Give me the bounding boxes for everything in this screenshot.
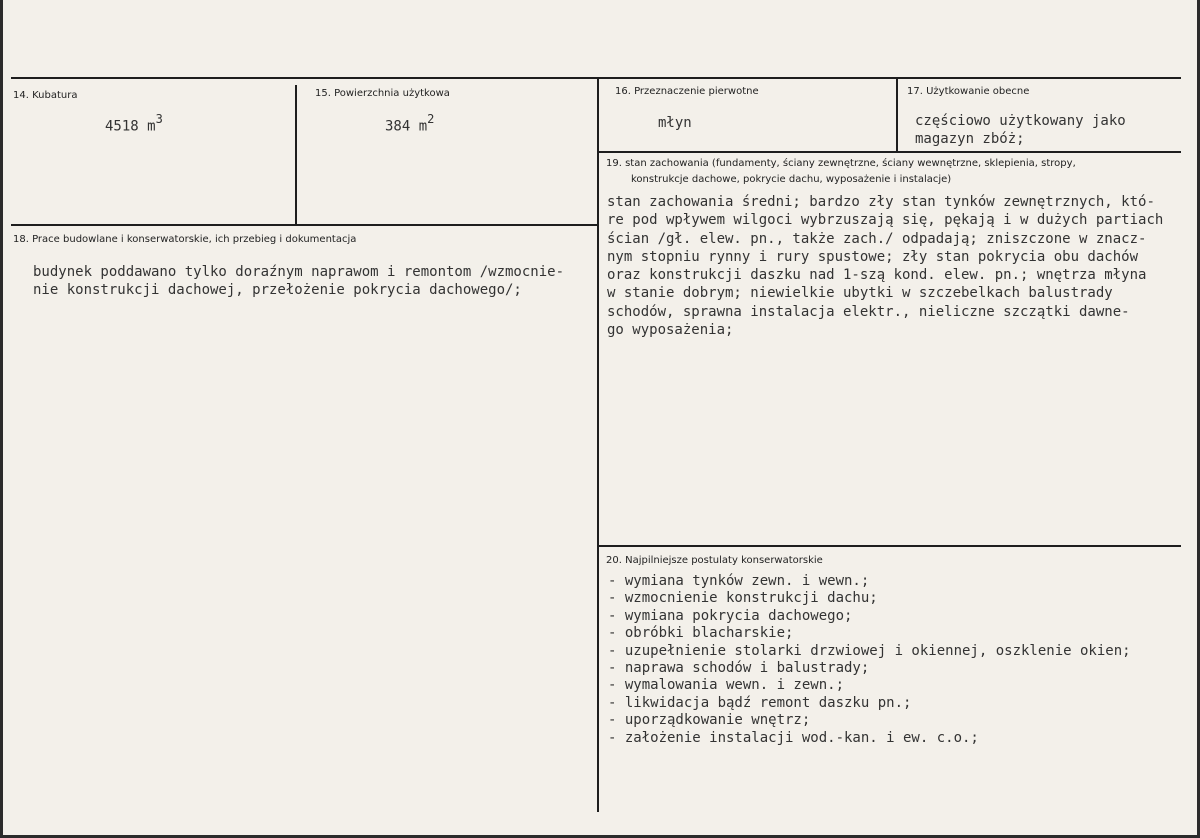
text-line: go wyposażenia; [607, 322, 734, 339]
postulate-item: - wymalowania wewn. i zewn.; [608, 677, 845, 694]
cubature-value: 4518 m [105, 118, 156, 135]
postulate-item: - uporządkowanie wnętrz; [608, 712, 811, 729]
field-18-label: 18. Prace budowlane i konserwatorskie, ich przebieg i dokumentacja [13, 234, 357, 245]
field-18-value [33, 263, 564, 300]
postulate-item: - wymiana tynków zewn. i wewn.; [608, 573, 870, 589]
text-line: w stanie dobrym; niewielkie ubytki w szczebelkach balustrady [607, 285, 1113, 302]
top-rule [11, 77, 1181, 79]
area-unit-power: 2 [427, 112, 435, 126]
field-14-value [105, 112, 163, 136]
postulate-item: - likwidacja bądź remont daszku pn.; [608, 694, 912, 711]
postulate-item: - założenie instalacji wod.-kan. i ew. c.o.; [608, 729, 979, 746]
text-line: re pod wpływem wilgoci wybrzuszają się, pękają i w dużych partiach [607, 212, 1164, 229]
text-line: magazyn zbóż; [915, 131, 1025, 148]
field-20-value [608, 572, 1131, 746]
text-line: nym stopniu rynny i rury spustowe; zły stan pokrycia obu dachów [607, 248, 1139, 265]
text-line: budynek poddawano tylko doraźnym naprawom i remontom /wzmocnie- [33, 264, 565, 280]
field-14-label: 14. Kubatura [13, 90, 78, 101]
field-17-label: 17. Użytkowanie obecne [907, 86, 1030, 97]
postulate-item: - uzupełnienie stolarki drzwiowej i okiennej, oszklenie okien; [608, 642, 1131, 659]
field-19-label-line-2: konstrukcje dachowe, pokrycie dachu, wyposażenie i instalacje) [631, 174, 952, 185]
rule-right-19 [599, 151, 1181, 153]
field-19-value [607, 193, 1163, 339]
field-16-label: 16. Przeznaczenie pierwotne [615, 86, 759, 97]
postulate-item: - obróbki blacharskie; [608, 625, 794, 642]
postulate-item: - wymiana pokrycia dachowego; [608, 607, 853, 624]
postulate-item: - wzmocnienie konstrukcji dachu; [608, 590, 878, 607]
text-line: oraz konstrukcji daszku nad 1-szą kond. elew. pn.; wnętrza młyna [607, 267, 1147, 284]
postulate-item: - naprawa schodów i balustrady; [608, 659, 870, 676]
field-15-value [385, 112, 434, 136]
cubature-unit-power: 3 [155, 112, 163, 126]
divider-14-15 [295, 85, 297, 224]
text-line: stan zachowania średni; bardzo zły stan tynków zewnętrznych, któ- [607, 194, 1155, 210]
divider-main [597, 79, 599, 812]
divider-16-17 [896, 79, 898, 151]
text-line: nie konstrukcji dachowej, przełożenie pokrycia dachowego/; [33, 282, 522, 299]
field-19-label-line-1: 19. stan zachowania (fundamenty, ściany zewnętrzne, ściany wewnętrzne, sklepienia, stropy, [606, 158, 1076, 169]
text-line: schodów, sprawna instalacja elektr., nieliczne szczątki dawne- [607, 303, 1130, 320]
text-line: częściowo użytkowany jako [915, 113, 1126, 129]
rule-left-18 [11, 224, 597, 226]
area-value: 384 m [385, 118, 428, 135]
field-15-label: 15. Powierzchnia użytkowa [315, 88, 450, 99]
field-20-label: 20. Najpilniejsze postulaty konserwatorskie [606, 555, 823, 566]
field-17-value [915, 112, 1126, 149]
field-16-value: młyn [658, 115, 692, 131]
text-line: ścian /gł. elew. pn., także zach./ odpadają; zniszczone w znacz- [607, 230, 1147, 247]
rule-right-20 [599, 545, 1181, 547]
